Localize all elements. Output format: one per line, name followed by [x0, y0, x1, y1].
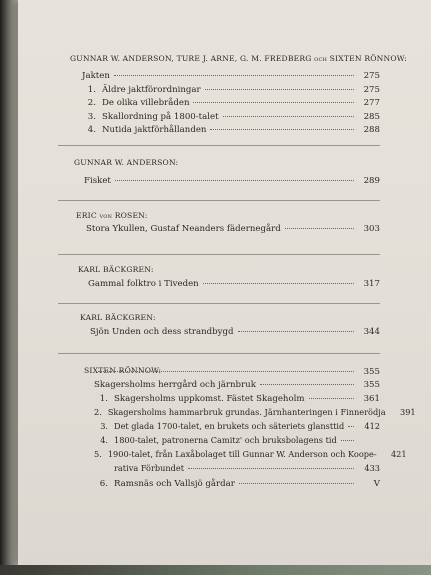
leader-dots: [210, 129, 354, 130]
leader-dots: [203, 283, 354, 284]
toc-entry: [82, 71, 380, 81]
entry-page: 288: [363, 125, 380, 135]
entry-title: 1900-talet, från Laxåbolaget till Gunnar W. Anderson och Koope-: [107, 449, 377, 459]
leader-dots: [260, 384, 354, 385]
entry-page: 361: [363, 394, 380, 404]
section-author: GUNNAR W. ANDERSON, TURE J. ARNE, G. M. FREDBERG och SIXTEN RÖNNOW:: [70, 54, 407, 63]
section-divider: [58, 254, 380, 255]
entry-number: 5.: [94, 449, 102, 459]
entry-number: 1.: [99, 394, 108, 404]
entry-title: Gammal folktro i Tiveden: [88, 279, 199, 289]
entry-number: 4.: [87, 125, 96, 135]
toc-entry: [82, 112, 380, 122]
leader-dots: [309, 398, 354, 399]
entry-page: 277: [363, 98, 380, 108]
toc-entry: [94, 380, 380, 390]
leader-dots: [341, 440, 354, 441]
leader-dots: [285, 228, 354, 229]
entry-number: 4.: [100, 435, 108, 445]
entry-page: 355: [363, 380, 380, 390]
toc-entry: [84, 176, 380, 186]
entry-title: Skagersholms herrgård och järnbruk: [94, 380, 256, 390]
entry-number: 2.: [87, 98, 96, 108]
entry-page: 275: [363, 85, 380, 95]
entry-page: 412: [364, 421, 380, 431]
section-author: ERIC von ROSEN:: [76, 211, 148, 220]
toc-entry: [88, 279, 380, 289]
entry-title: Sjön Unden och dess strandbygd: [90, 327, 234, 337]
leader-dots: [188, 468, 354, 469]
section-divider: [58, 145, 380, 146]
leader-dots: [205, 89, 354, 90]
entry-page: 355: [363, 367, 380, 377]
leader-dots: [348, 426, 354, 427]
leader-dots: [114, 75, 354, 76]
entry-number: 3.: [100, 421, 108, 431]
entry-page: V: [373, 479, 380, 489]
entry-page: 433: [364, 463, 380, 473]
entry-title: Ramsnäs och Vallsjö gårdar: [114, 479, 235, 489]
entry-title: Skallordning på 1800-talet: [102, 112, 219, 122]
entry-number: 6.: [99, 479, 108, 489]
leader-dots: [223, 116, 354, 117]
book-gutter: [0, 0, 18, 575]
toc-entry: [90, 327, 380, 337]
toc-entry: [82, 125, 380, 135]
toc-entry: [82, 85, 380, 95]
leader-dots: [238, 331, 354, 332]
entry-number: 1.: [87, 85, 96, 95]
entry-title: Det glada 1700-talet, en brukets och säteriets glansttid: [114, 421, 345, 431]
table-surface: [0, 565, 431, 575]
entry-title: Jakten: [82, 71, 110, 81]
toc-entry: [94, 449, 407, 459]
entry-title: Fisket: [84, 176, 111, 186]
entry-title: Äldre jaktförordningar: [102, 85, 201, 95]
toc-entry: [94, 421, 380, 431]
toc-entry: [94, 407, 416, 417]
leader-dots: [115, 180, 354, 181]
entry-title: De olika villebråden: [102, 98, 190, 108]
entry-page: 344: [363, 327, 380, 337]
entry-title: Skagersholms hammarbruk grundas. Järnhanteringen i Finnerödja: [107, 407, 386, 417]
toc-entry: [94, 367, 380, 377]
entry-page: 317: [363, 279, 380, 289]
entry-page: 391: [400, 407, 416, 417]
section-author: KARL BÄCKGREN:: [78, 265, 154, 274]
entry-page: 421: [390, 449, 407, 459]
toc-entry: [82, 98, 380, 108]
section-divider: [58, 200, 380, 201]
toc-entry: [94, 394, 380, 404]
section-divider: [58, 303, 380, 304]
entry-page: 289: [363, 176, 380, 186]
section-author: GUNNAR W. ANDERSON:: [74, 158, 179, 167]
toc-entry: [86, 224, 380, 234]
entry-number: 3.: [87, 112, 96, 122]
entry-title: Skagersholms uppkomst. Fästet Skageholm: [114, 394, 305, 404]
section-author: SIXTEN RÖNNOW:: [84, 366, 162, 375]
leader-dots: [239, 483, 354, 484]
toc-entry: [94, 435, 380, 445]
toc-entry: [94, 463, 380, 473]
entry-title: rativa Förbundet: [114, 463, 185, 473]
entry-title: 1800-talet, patronerna Camitz' och bruksbolagens tid: [114, 435, 337, 445]
entry-title: Nutida jaktförhållanden: [102, 125, 207, 135]
entry-number: 2.: [94, 407, 102, 417]
toc-entry: [94, 479, 380, 489]
entry-page: 285: [363, 112, 380, 122]
leader-dots: [193, 102, 354, 103]
entry-page: 275: [363, 71, 380, 81]
section-divider: [58, 353, 380, 354]
section-author: KARL BÄCKGREN:: [80, 313, 156, 322]
entry-title: Stora Ykullen, Gustaf Neanders fädernegård: [86, 224, 281, 234]
leader-dots: [98, 371, 354, 372]
entry-page: 303: [363, 224, 380, 234]
